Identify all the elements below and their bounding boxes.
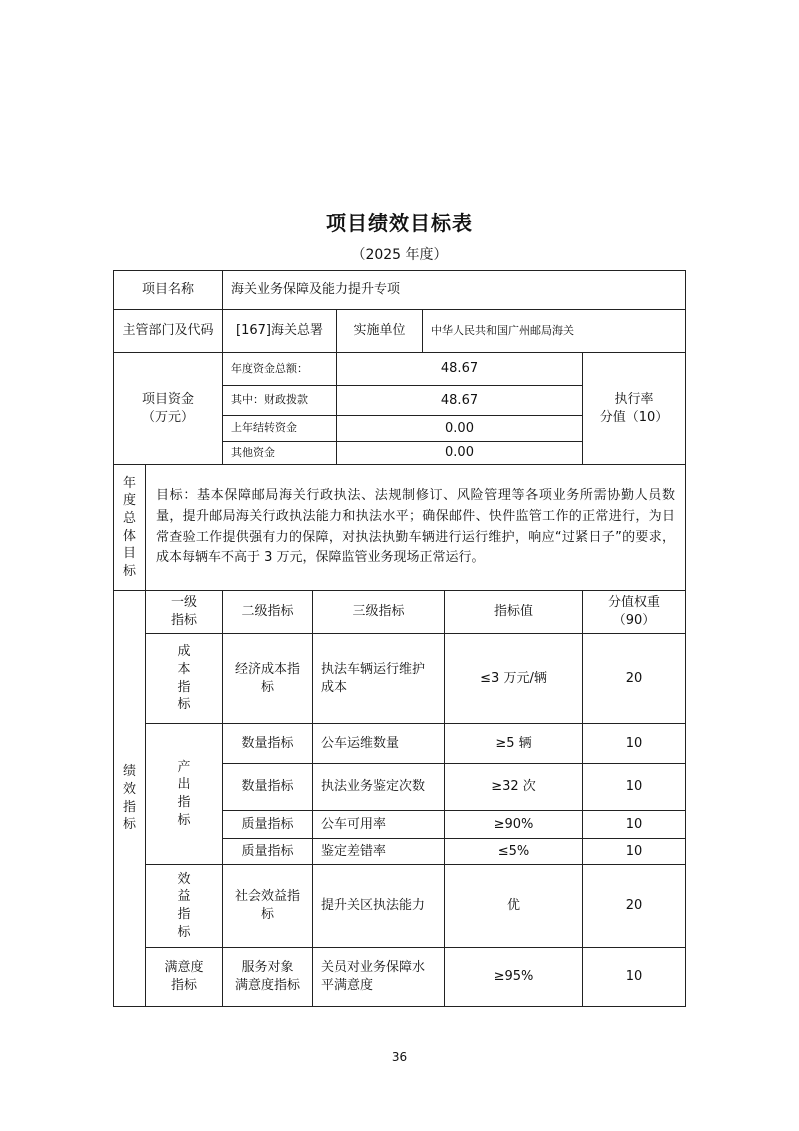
- project-name-label: 项目名称: [113, 270, 223, 310]
- annual-goal-text: 目标：基本保障邮局海关行政执法、法规制修订、风险管理等各项业务所需协勤人员数量，提升邮局海关行政执法能力和执法水平；确保邮件、快件监管工作的正常进行，为日常查验工作提供强有力的保障，对执法执勤车辆进行运行维护，响应“过紧日子”的要求，成本每辆车不高于 3 万元，保障监管业务现场正常运行。: [145, 464, 686, 591]
- header-weight: 分值权重 （90）: [582, 590, 686, 634]
- annual-goal-label: 年 度 总 体 目 标: [113, 464, 146, 591]
- indicator-weight: 20: [582, 864, 686, 948]
- indicator-group-label: 产 出 指 标: [145, 723, 223, 865]
- indicator-weight: 10: [582, 810, 686, 839]
- funds-row-value: 0.00: [336, 415, 583, 442]
- indicator-level2: 数量指标: [222, 723, 313, 764]
- page-subtitle: （2025 年度）: [351, 247, 448, 263]
- indicator-weight: 20: [582, 633, 686, 724]
- indicator-weight: 10: [582, 763, 686, 811]
- indicator-level2: 经济成本指 标: [222, 633, 313, 724]
- indicator-weight: 10: [582, 723, 686, 764]
- page-title: 项目绩效目标表: [326, 211, 473, 235]
- unit-label: 实施单位: [336, 309, 423, 353]
- header-level3: 三级指标: [312, 590, 445, 634]
- dept-label: 主管部门及代码: [113, 309, 223, 353]
- indicator-level2: 社会效益指 标: [222, 864, 313, 948]
- indicator-weight: 10: [582, 838, 686, 865]
- funds-row-value: 48.67: [336, 385, 583, 416]
- indicator-level3: 关员对业务保障水 平满意度: [312, 947, 445, 1007]
- indicator-value: ≥95%: [444, 947, 583, 1007]
- indicator-value: ≥5 辆: [444, 723, 583, 764]
- funds-row-name: 年度资金总额：: [222, 352, 337, 386]
- indicator-value: ≥90%: [444, 810, 583, 839]
- header-level2: 二级指标: [222, 590, 313, 634]
- execution-rate-label: 执行率 分值（10）: [582, 352, 686, 465]
- funds-row-value: 48.67: [336, 352, 583, 386]
- indicator-group-label: 效 益 指 标: [145, 864, 223, 948]
- header-value: 指标值: [444, 590, 583, 634]
- indicator-level3: 鉴定差错率: [312, 838, 445, 865]
- indicator-level2: 数量指标: [222, 763, 313, 811]
- indicator-value: ≤5%: [444, 838, 583, 865]
- indicator-level2: 服务对象 满意度指标: [222, 947, 313, 1007]
- indicator-level2: 质量指标: [222, 810, 313, 839]
- funds-row-value: 0.00: [336, 441, 583, 465]
- page-number: 36: [391, 1050, 408, 1064]
- indicator-level3: 执法业务鉴定次数: [312, 763, 445, 811]
- indicator-value: ≥32 次: [444, 763, 583, 811]
- funds-row-name: 其他资金: [222, 441, 337, 465]
- indicator-group-label: 成 本 指 标: [145, 633, 223, 724]
- indicator-group-label: 满意度 指标: [145, 947, 223, 1007]
- indicator-level2: 质量指标: [222, 838, 313, 865]
- project-name-value: 海关业务保障及能力提升专项: [222, 270, 686, 310]
- funds-row-name: 上年结转资金: [222, 415, 337, 442]
- unit-value: 中华人民共和国广州邮局海关: [422, 309, 686, 353]
- indicator-value: ≤3 万元/辆: [444, 633, 583, 724]
- dept-value: [167]海关总署: [222, 309, 337, 353]
- indicator-weight: 10: [582, 947, 686, 1007]
- indicator-level3: 公车运维数量: [312, 723, 445, 764]
- indicator-level3: 公车可用率: [312, 810, 445, 839]
- header-level1: 一级 指标: [145, 590, 223, 634]
- indicator-value: 优: [444, 864, 583, 948]
- funds-label: 项目资金 （万元）: [113, 352, 223, 465]
- funds-row-name: 其中：财政拨款: [222, 385, 337, 416]
- indicators-section-label: 绩 效 指 标: [113, 590, 146, 1007]
- indicator-level3: 提升关区执法能力: [312, 864, 445, 948]
- indicator-level3: 执法车辆运行维护 成本: [312, 633, 445, 724]
